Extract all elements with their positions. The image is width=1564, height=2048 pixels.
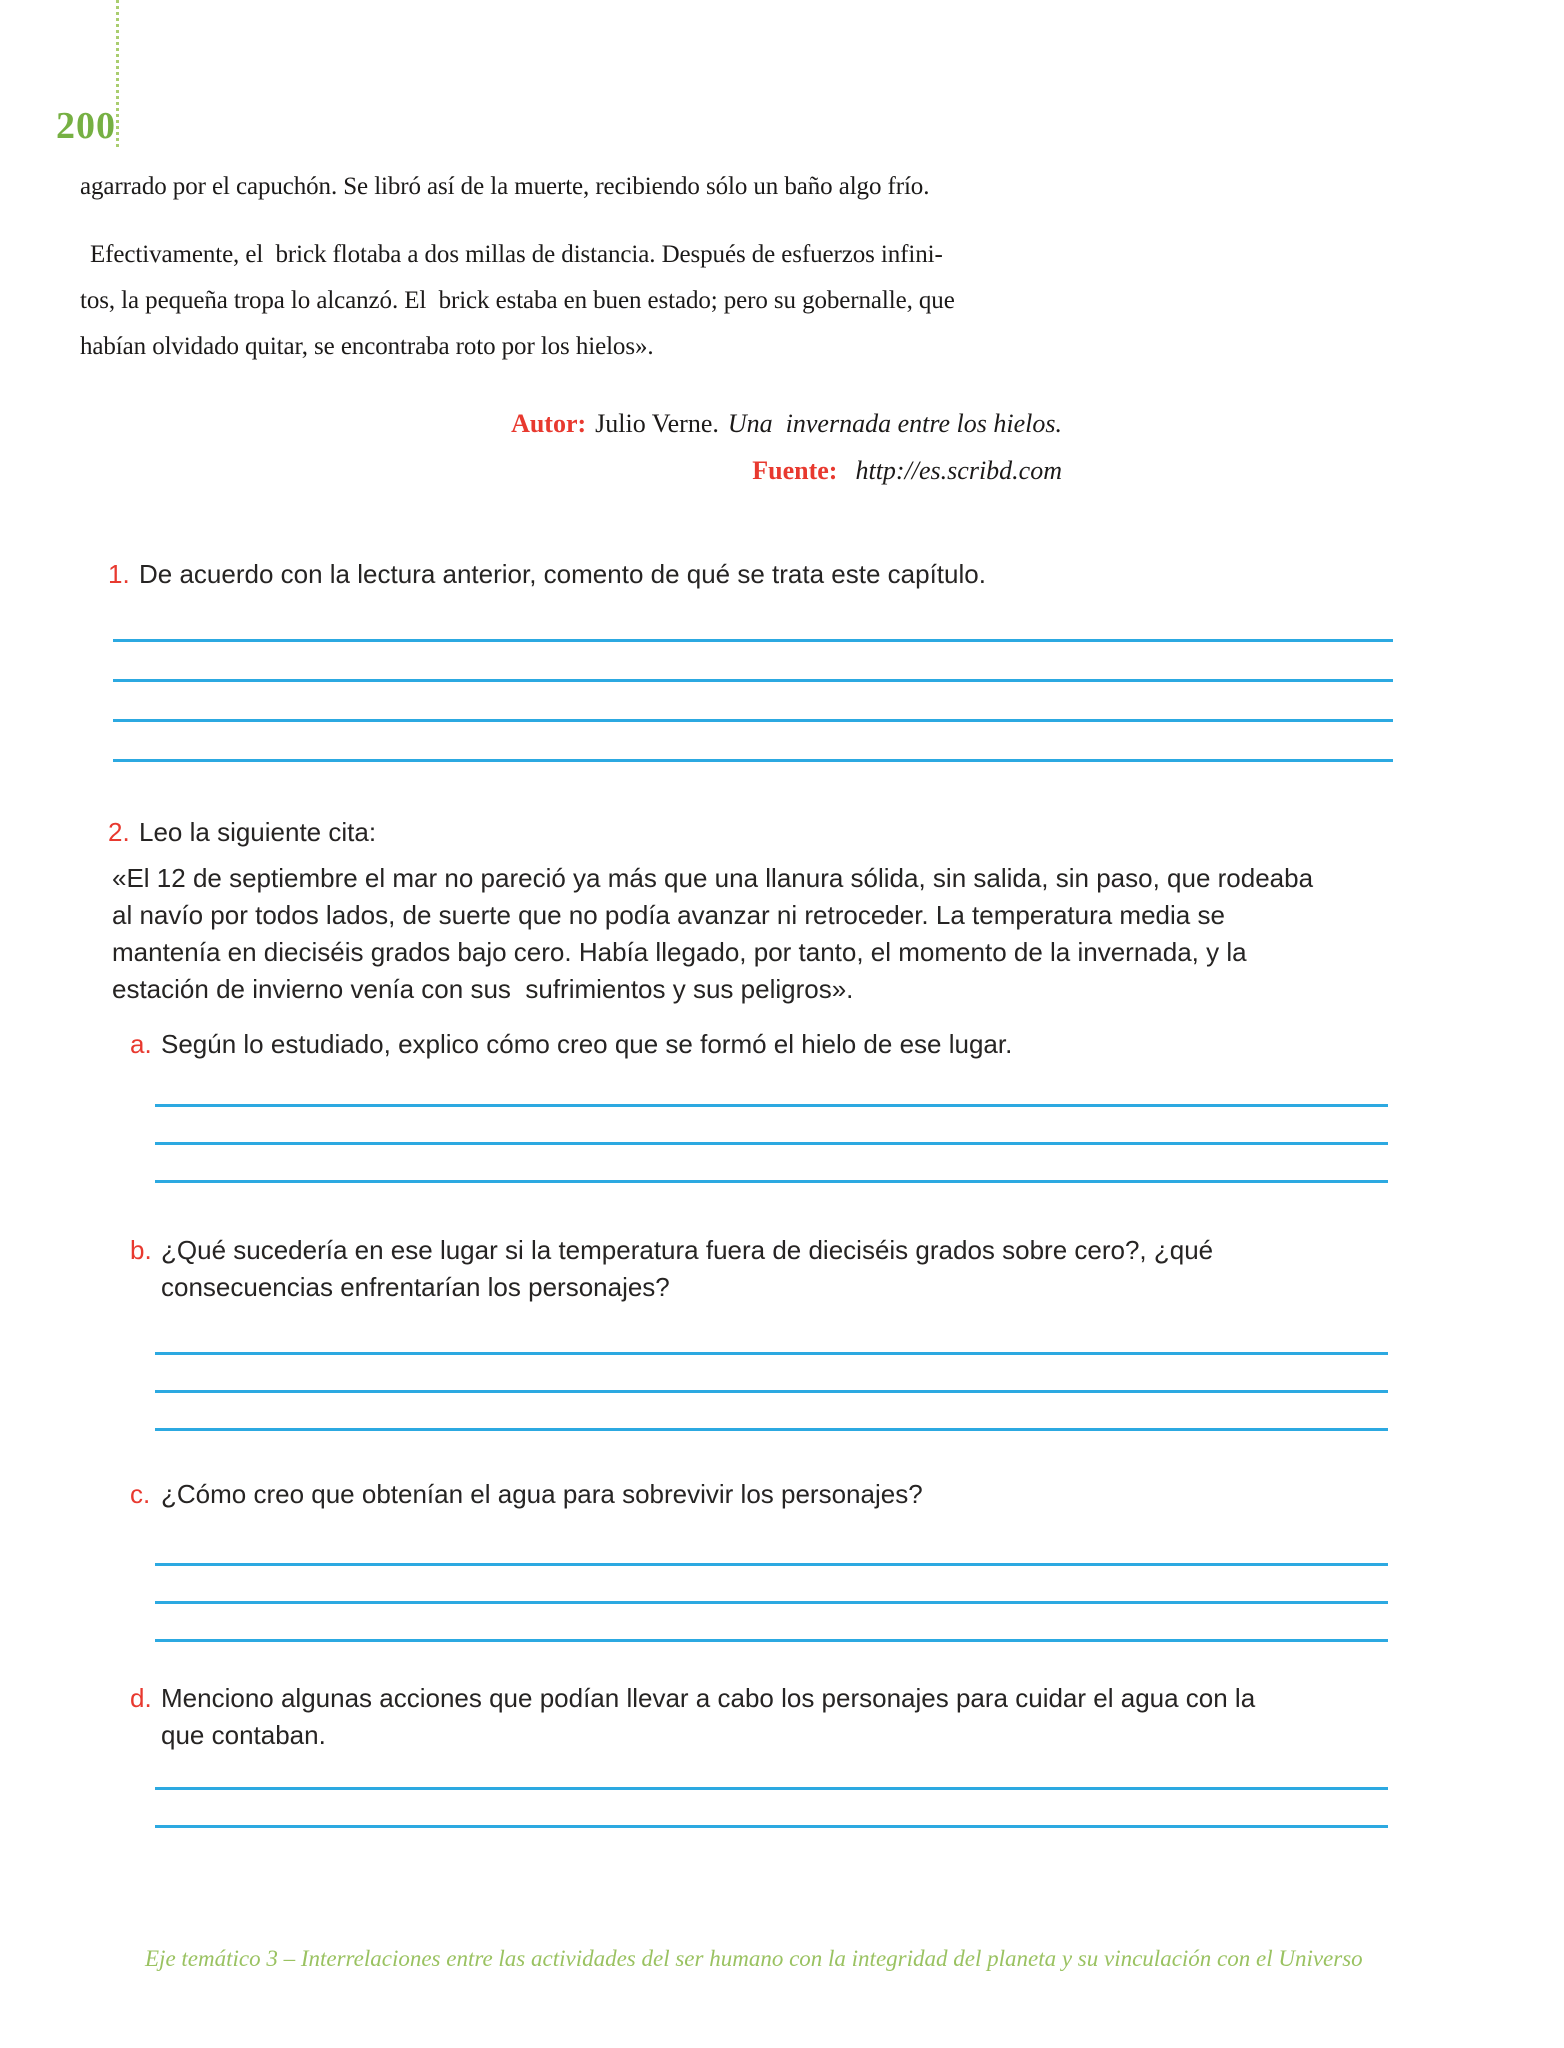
answer-line [155, 1528, 1388, 1566]
answer-line [113, 642, 1393, 682]
subquestion-c [130, 1476, 1400, 1513]
text-line: Leo la siguiente cita: [139, 817, 377, 847]
answer-line [155, 1107, 1388, 1145]
text-line: agarrado por el capuchón. Se libró así de la muerte, recibiendo sólo un baño algo frío. [80, 173, 930, 200]
passage-paragraph-2 [80, 232, 1090, 370]
text-line: mantenía en dieciséis grados bajo cero. Había llegado, por tanto, el momento de la invernada, y la [112, 937, 1247, 967]
footer-theme-line: Eje temático 3 – Interrelaciones entre las actividades del ser humano con la integridad del planeta y su vinculación con el Universo [145, 1946, 1363, 1971]
question-2 [108, 814, 1398, 851]
text-line: De acuerdo con la lectura anterior, comento de qué se trata este capítulo. [139, 559, 986, 589]
text-line: que contaban. [161, 1720, 326, 1750]
source-url: http://es.scribd.com [855, 456, 1062, 485]
attribution-block [80, 400, 1062, 494]
margin-dotted-rule [116, 0, 119, 147]
author-name: Julio Verne. [595, 409, 719, 438]
answer-line [155, 1393, 1388, 1431]
subquestion-a [130, 1026, 1400, 1063]
answer-line [155, 1604, 1388, 1642]
subquestion-a-text [161, 1026, 1400, 1063]
answer-line [113, 682, 1393, 722]
text-line: consecuencias enfrentarían los personajes? [161, 1272, 670, 1302]
subquestion-a-letter: a. [130, 1029, 152, 1059]
subquestion-b-letter: b. [130, 1235, 152, 1265]
answer-line [155, 1752, 1388, 1790]
answer-lines-b [155, 1317, 1388, 1431]
question-1 [108, 556, 1398, 593]
subquestion-b-text [161, 1232, 1400, 1306]
answer-line [155, 1790, 1388, 1828]
subquestion-d [130, 1680, 1400, 1754]
answer-line [155, 1355, 1388, 1393]
subquestion-b [130, 1232, 1400, 1306]
answer-lines-q1 [113, 602, 1393, 762]
work-title: Una invernada entre los hielos. [727, 409, 1062, 438]
answer-line [155, 1069, 1388, 1107]
question-1-text [139, 556, 1398, 593]
answer-line [155, 1317, 1388, 1355]
question-2-number: 2. [108, 817, 130, 847]
subquestion-d-text [161, 1680, 1400, 1754]
question-1-number: 1. [108, 559, 130, 589]
reading-passage [80, 164, 1090, 370]
page-number: 200 [56, 105, 116, 147]
passage-paragraph-1 [80, 164, 1090, 210]
answer-line [113, 602, 1393, 642]
question-2-text [139, 814, 1398, 851]
source-label: Fuente: [752, 456, 838, 485]
text-line: ¿Cómo creo que obtenían el agua para sobrevivir los personajes? [161, 1479, 923, 1509]
answer-line [113, 722, 1393, 762]
answer-line [155, 1145, 1388, 1183]
quote-paragraph [112, 860, 1397, 1008]
answer-lines-c [155, 1528, 1388, 1642]
text-line: habían olvidado quitar, se encontraba roto por los hielos». [80, 333, 654, 360]
text-line: Menciono algunas acciones que podían llevar a cabo los personajes para cuidar el agua con la [161, 1683, 1256, 1713]
text-line: ¿Qué sucedería en ese lugar si la temperatura fuera de dieciséis grados sobre cero?, ¿qué [161, 1235, 1214, 1265]
subquestion-d-letter: d. [130, 1683, 152, 1713]
subquestion-c-text [161, 1476, 1400, 1513]
answer-lines-a [155, 1069, 1388, 1183]
source-line [80, 447, 1062, 494]
text-line: Según lo estudiado, explico cómo creo que se formó el hielo de ese lugar. [161, 1029, 1013, 1059]
text-line: tos, la pequeña tropa lo alcanzó. El brick estaba en buen estado; pero su gobernalle, que [80, 287, 955, 314]
text-line: «El 12 de septiembre el mar no pareció ya más que una llanura sólida, sin salida, sin paso, que rodeaba [112, 863, 1314, 893]
author-label: Autor: [511, 409, 587, 438]
answer-lines-d [155, 1752, 1388, 1828]
text-line: Efectivamente, el brick flotaba a dos millas de distancia. Después de esfuerzos infini- [90, 241, 943, 268]
author-line [80, 400, 1062, 447]
subquestion-c-letter: c. [130, 1479, 151, 1509]
answer-line [155, 1566, 1388, 1604]
text-line: al navío por todos lados, de suerte que no podía avanzar ni retroceder. La temperatura media se [112, 900, 1225, 930]
text-line: estación de invierno venía con sus sufrimientos y sus peligros». [112, 974, 854, 1004]
